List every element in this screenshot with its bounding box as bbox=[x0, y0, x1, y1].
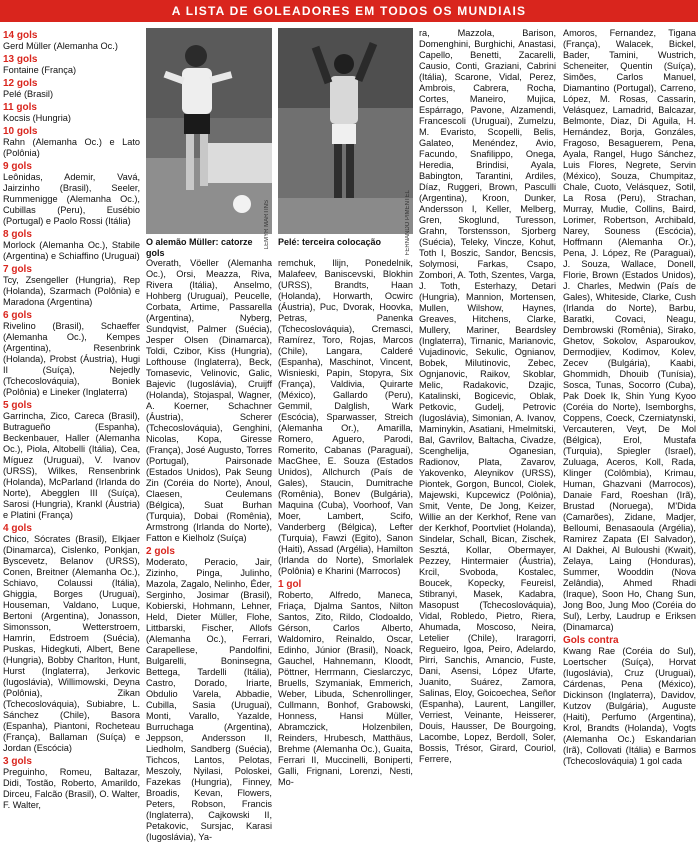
column-2 bbox=[146, 258, 272, 842]
scorer-list: Gerd Müller (Alemanha Oc.) bbox=[3, 41, 118, 51]
goal-count-heading: Gols contra bbox=[563, 635, 619, 646]
goal-count-heading: 10 gols bbox=[3, 126, 38, 137]
scorer-list: Kocsis (Hungria) bbox=[3, 113, 71, 123]
goal-count-heading: 5 gols bbox=[3, 400, 32, 411]
photo2-credit: FERNANDO PIMENTEL bbox=[405, 190, 411, 256]
scorer-list: Rahn (Alemanha Oc.) e Lato (Polônia) bbox=[3, 137, 140, 158]
scorer-list: Amoros, Fernandez, Tigana (França), Walacek, Bickel, Bader, Tamini, Wustrich, Scheneiter, Quentin (Suíça), Simões, Carlos Manuel, Diamantino (Portugal), Carreno, López, M. Rosas, Cassarin, Velásquez, Lamadrid, Balcazar, Belmonte, Diaz, Di Aguila, H. Hernández, Borja, Gonzáles, Fragoso, Besaguerem, Pena, Ayala, Rangel, Hugo Sánchez, Luis Flores, Negrete, Servin (México), Souza, Chumpitaz, Chale, Cuoto, Velásquez, Sotil, La Rosa (Peru), Strachan, Murray, Mudie, Collins, Baird, Lorimer, Robertson, Archibald, Narey, Souness (Escócia), Hoffmann (Alemanha Or.), Pena, J. López, Re (Paraguai), J. Souza, Wallace, Donell, Florie, Brown (Estados Unidos), J. Charles, Medwin (País de Gales), Whiteside, Clarke, Cush (Irlanda do Norte), Barbu, Baratki, Covaci, Neagu, Dembrowski (Romênia), Sirako, Ghetov, Sokolov, Asparoukov, Dermodjiev, Kodimov, Kolev, Zecev (Bulgária), Kaabi, Ghommidh, Dhouib (Tunísia), Sosca, Tunas, Socorro (Cuba), Pak Doek Ik, Shin Yung Kyoo (Coréia do Norte), Isemborghs, Coppens, Coeck, Czerniatynski, Vercauteren, Veyt, De Mol (Bélgica), Erol, Mustafa (Turquia), Spiegler (Israel), Zuluaga, Aceros, Koll, Rada, Klinger (Colômbia), Krimau, Human, Ghazvani (Marrocos), Danaie Fard, Roeshan (Irã), Brustad (Noruega), M'Dida (Camarões), Zidane, Madjer, Belloumi, Benasaoula (Argélia), Ramirez Zapata (El Salvador), Al Dakhei, Al Buloushi (Kwait), Zelaya, Laing (Honduras), Summer, Wooddin (Nova Zelândia), Ahmed Rhadi (Iraque), Soon Ho, Chang Sun, Jong Boo, Jung Moo (Coréia do Sul), Lerby, Laudrup e Eriksen (Dinamarca) bbox=[563, 28, 696, 632]
scorer-list: Chico, Sócrates (Brasil), Elkjaer (Dinamarca), Cislenko, Ponkjan, Byscevetz, Belanov (URSS), Conen, Breitner (Alemanha Oc.), Schiavo, Colaussi (Itália), Ghiggia, Borges (Uruguai), Houseman, Valdano, Luque, Bertoni (Argentina), Jonasson, Simonsson, Wetterstroem, Hamrin, Edstroem (Suécia), Puskas, Hidegkuti, Albert, Bene (Hungria), Bobby Charlton, Hunt, Hurst (Inglaterra), Jerkovic (Iugoslávia), Willimowski, Deyna (Polônia), Zikan (Tchecoslováquia), Subiabre, L. Sánchez (Chile), Basora (Espanha), Piantoni, Rocheteau (França), Ballaman (Suíça) e Jordan (Escócia) bbox=[3, 534, 140, 753]
goal-count-heading: 2 gols bbox=[146, 546, 175, 557]
goal-count-heading: 7 gols bbox=[3, 264, 32, 275]
photo-muller bbox=[146, 28, 272, 234]
goal-count-heading: 14 gols bbox=[3, 30, 38, 41]
column-4 bbox=[419, 28, 556, 798]
scorer-list: Pelé (Brasil) bbox=[3, 89, 54, 99]
page-title: A LISTA DE GOLEADORES EM TODOS OS MUNDIAIS bbox=[171, 4, 527, 18]
goal-count-heading: 12 gols bbox=[3, 78, 38, 89]
scorer-list: Roberto, Alfredo, Maneca, Friaça, Djalma Santos, Nilton Santos, Zito, Rildo, Clodoaldo, Gérson, Carlos Alberto, Waldomiro, Reinaldo, Oscar, Edinho, Júnior (Brasil), Noack, Gauchel, Hahnemann, Kloodt, Pöttner, Herrmann, Cieslarczyc, Bruells, Szymaniak, Emmerich, Weber, Libuda, Schenrollinger, Cullmann, Bonhof, Grabowski, Honness, Hansi Müller, Abramczick, Holzenbilen, Reinders, Hrubesch, Matthäus, Brehme (Alemanha Oc.), Guaita, Ferrari II, Muccinelli, Boniperti, Galli, Frignani, Lorenzi, Nesti, Mo- bbox=[278, 590, 413, 787]
goal-count-heading: 9 gols bbox=[3, 161, 32, 172]
muller-photo-illustration bbox=[146, 28, 272, 234]
scorer-list: remchuk, Ilijn, Ponedelnik, Malafeev, Baniscevski, Blokhin (URSS), Brandts, Haan (Holanda), Horwarth, Ocwirc (Áustria), Puc, Dvorak, Hoovka, Petras, Panenka (Tchecoslováquia), Cremasci, Ramírez, Toro, Rojas, Marcos (Chile), Langara, Calderé (Espanha), Maschinot, Vincent, Wisnieski, Papin, Stopyra, Six (França), Valdivia, Quirarte (México), Gallardo (Peru), Gemmil, Dalglish, Wark (Escócia), Sparwasser, Streich (Alemanha Or.), Amarilla, Romero, Aguero, Parodi, Romerito, Cabanas (Paraguai), MacGhee, E. Souza (Estados Unidos), Allchurch (País de Gales), Staucin, Dumitrache (Romênia), Bonev (Bulgária), Maquina (Cuba), Voorhoof, Van Moer, Lambert, Scifo, Vanderberg (Bélgica), Lefter (Turquia), Fawzi (Egito), Sanon (Haiti), Assad (Argélia), Hamilton (Irlanda do Norte), Smorlalek (Polônia) e Kharini (Marrocos) bbox=[278, 258, 413, 576]
goal-count-heading: 11 gols bbox=[3, 102, 37, 113]
scorer-list: ra, Mazzola, Barison, Domenghini, Burghichi, Anastasi, Capello, Benetti, Zacarelli, Causio, Conti, Graziani, Cabrini (Itália), Scarone, Vidal, Perez, Ambrois, Cabrera, Rocha, Cortes, Maneiro, Mujica, Espárrago, Pavone, Alzamendi, Francescoli (Uruguai), Zumelzu, M. Evaristo, Scopelli, Belis, Galateo, Menéndez, Avio, Facundo, Snafilippo, Onega, Heredia, Brindisi, Ayala, Babington, Tarantini, Ardiles, Díaz, Ruggeri, Brown, Pasculli (Argentina), Kroon, Dunker, Andersson I, Keller, Melberg, Gren, Skoglund, Turesson, Grahn, Torstensson, Sjorberg (Suécia), Teleky, Vincze, Kohut, Toth I, Boszic, Sandor, Bencsis, Solymosi, Farkas, Csapo, Zombori, A. Toth, Szentes, Varga, J. Toth, Esterhazy, Detari (Hungria), Mannion, Mortensen, Mullen, Wilshow, Haynes, Greaves, Hitchens, Clarke, Mullery, Mariner, Beardsley (Inglaterra), Tirnanic, Marianovic, Vujadinovic, Sekulic, Ognianov, Bobek, Milutinovic, Zebec, Ognjanovic, Raikov, Skoblar, Melic, Radakovic, Dzajic, Katalinski, Bogicevic, Oblak, Petkovic, Gudelj, Petrovic (Iugoslávia), Simonian, A. Ivanov, Maminykin, Asatiani, Hmelmitski, Bal, Gavrilov, Baltacha, Civadze, Scenghelija, Oganesian, Radionov, Plata, Zavarov, Yakovenko, Aleynikov (URSS), Piontek, Gorgon, Buncol, Ciolek, Majewski, Kupcewicz (Polônia), Smit, Vente, De Jong, Keizer, Willie an der Kerkhof, Rene van der Kerkhof, Poortvliet (Holanda), Sindelar, Schall, Bican, Zischek, Sesztá, Kollar, Obermayer, Pezzey, Hintermaier (Áustria), Krcil, Svoboda, Kostalec, Boucek, Kopecky, Feureisl, Stibranyi, Masek, Kadabra, Masopust (Tchecoslováquia), Vidal, Robledo, Pietro, Riera, Ahumada, Moscoso, Neira, Letelier (Chile), Iraragorri, Regueiro, Igoa, Peiro, Adelardo, Pirri, Sanchis, Amancio, Fuste, Dani, Asensi, López Ufarte, Juanito, Suárez, Zamora, Salinas, Eloy, Goicoechea, Señor (Espanha), Laurent, Langiller, Verriest, Veinante, Heisserer, Douis, Hausser, De Bourgoing, Lacombe, Lopez, Berdoll, Soler, Bossis, Trésor, Girard, Couriol, Ferrere, bbox=[419, 28, 556, 764]
scorer-list: Kwang Rae (Coréia do Sul), Loertscher (Suíça), Horvat (Iugoslávia), Cruz (Uruguai), Cárdenas, Pena (México), Dickinson (Inglaterra), Davidov, Kutzov (Bulgária), Auguste (Haiti), Perfumo (Argentina), Krol, Brandts (Holanda), Vogts (Alemanha Oc.) Eskandarian (Irã), Collovati (Itália) e Barmos (Tchecoslováquia) 1 gol cada bbox=[563, 646, 696, 766]
goal-count-heading: 3 gols bbox=[3, 756, 32, 767]
goal-count-heading: 4 gols bbox=[3, 523, 32, 534]
pele-photo-illustration bbox=[278, 28, 413, 234]
goal-count-heading: 1 gol bbox=[278, 579, 302, 590]
photo1-caption: O alemão Müller: catorze gols bbox=[146, 237, 253, 258]
column-5 bbox=[563, 28, 696, 798]
scorer-list: Morlock (Alemanha Oc.), Stabile (Argentina) e Schiaffino (Uruguai) bbox=[3, 240, 140, 261]
scorer-list: Tcy, Zsengeller (Hungria), Rep (Holanda), Szarmach (Polônia) e Maradona (Argentina) bbox=[3, 275, 140, 307]
photo1-credit: LEMYR MARTINS bbox=[264, 200, 270, 250]
goal-count-heading: 8 gols bbox=[3, 229, 32, 240]
scorer-list: Garrincha, Zico, Careca (Brasil), Butragueño (Espanha), Beckenbauer, Haller (Alemanha Oc.), Piola, Altobelli (Itália), Cea, Míguez (Uruguai), V. Ivanov (URSS), Wilkes, Rensenbrink (Holanda), McParland (Irlanda do Norte), Abegglen III (Suíça), Sarosi (Hungria), Krankl (Áustria) e Platini (França) bbox=[3, 411, 140, 520]
goal-count-heading: 13 gols bbox=[3, 54, 38, 65]
scorer-list: Overath, Vöeller (Alemanha Oc.), Orsi, Meazza, Riva, Rivera (Itália), Anselmo, Hohberg (Uruguai), Peucelle, Corbata, Artime, Passarella (Argentina), Nyberg, Sundqvist, Palmer (Suécia), Jesper Olsen (Dinamarca), Toldi, Czibor, Kiss (Hungria), Lofthouse (Inglaterra), Beck, Tomasevic, Velinovic, Galic, Bajevic (Iugoslávia), Cruijff (Holanda), Stojaspal, Wagner, A. Koerner, Schachner (Áustria), Scherer (Tchecoslováquia), Genghini, Nicolas, Kopa, Giresse (França), José Augusto, Torres (Portugal), Pairsonade (Estados Unidos), Pak Seung Zin (Coréia do Norte), Anoul, Claesen, Ceulemans (Bélgica), Suat Burhan (Turquia), Dobai (Romênia), Armstrong (Irlanda do Norte), Fatton e Kielholz (Suíça) bbox=[146, 258, 272, 543]
page-banner bbox=[0, 0, 698, 22]
scorer-list: Leônidas, Ademir, Vavá, Jairzinho (Brasil), Seeler, Rummenigge (Alemanha Oc.), Cubillas (Peru), Eusébio (Portugal) e Paolo Rossi (Itália) bbox=[3, 172, 140, 226]
scorer-list: Moderato, Peracio, Jair, Zizinho, Pinga, Julinho, Mazola, Zagalo, Nelinho, Éder, Serginho, Josimar (Brasil), Kobierski, Hohmann, Lehner, Held, Dieter Müller, Flohe, Littbarski, Fischer, Allofs (Alemanha Oc.), Ferrari, Carapellese, Pandolfini, Bulgarelli, Boninsegna, Bettega, Tardelli (Itália), Castro, Dorado, Iriarte, Obdulio Varela, Abbadie, Cubilla, Sasia (Uruguai), Monti, Varallo, Yazalde, Burruchaga (Argentina), Jeppson, Andersson II, Liedholm, Sandberg (Suécia), Tichcos, Lantos, Pelotas, Meszoly, Nyilasi, Poloskei, Fazekas (Hungria), Finney, Broadis, Kevan, Flowers, Peters, Robson, Francis (Inglaterra), Cajkowski II, Petakovic, Sursjac, Karasi (Iugoslávia), Ya- bbox=[146, 557, 272, 842]
scorer-list: Fontaine (França) bbox=[3, 65, 77, 75]
scorer-list: Rivelino (Brasil), Schaeffer (Alemanha Oc.), Kempes (Argentina), Resenbrink (Holanda), Probst (Áustria), Hugi II (Suíça), Nejedly (Tchecoslováquia), Boniek (Polônia) e Lineker (Inglaterra) bbox=[3, 321, 140, 397]
column-1 bbox=[3, 28, 140, 810]
scorer-list: Preguinho, Romeu, Baltazar, Didi, Tostão, Roberto, Amarildo, Dirceu, Falcão (Brasil), O. Walter, F. Walter, bbox=[3, 767, 140, 810]
photo2-caption: Pelé: terceira colocação bbox=[278, 237, 382, 247]
goal-count-heading: 6 gols bbox=[3, 310, 32, 321]
photo-pele bbox=[278, 28, 413, 234]
column-3 bbox=[278, 258, 413, 798]
